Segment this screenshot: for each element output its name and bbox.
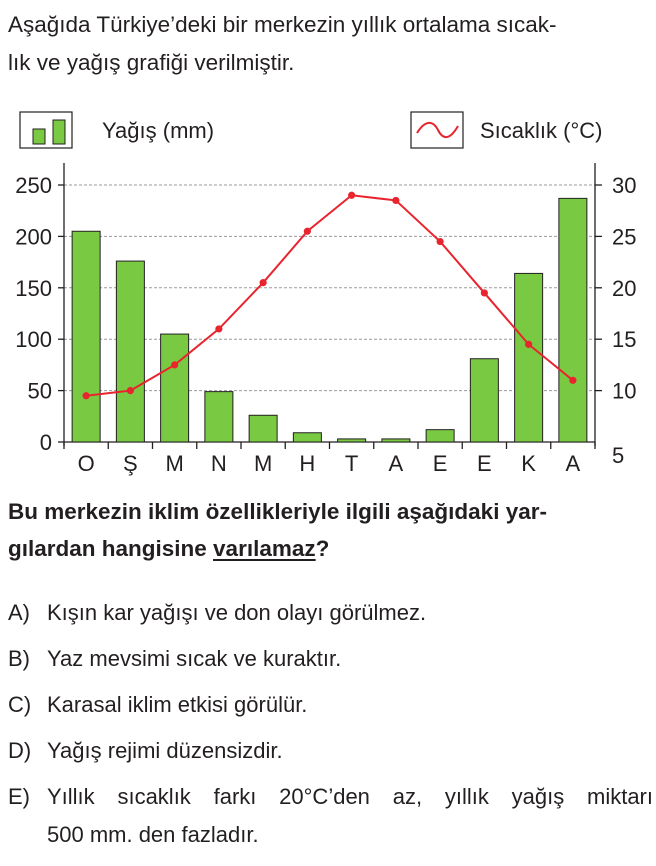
category-label-3: N	[210, 451, 227, 476]
temp-point-0	[83, 392, 90, 399]
legend	[20, 112, 602, 148]
answer-options	[8, 590, 653, 854]
precip-bar-2	[161, 334, 189, 442]
temp-point-4	[260, 279, 267, 286]
precip-bars	[72, 198, 587, 442]
temp-point-3	[215, 325, 222, 332]
option-d-text: Yağış rejimi düzensizdir.	[47, 738, 283, 763]
precip-bar-8	[426, 430, 454, 442]
option-b-letter: B)	[8, 646, 30, 671]
category-label-6: T	[344, 451, 359, 476]
question-line-2	[8, 530, 648, 567]
precip-bar-11	[559, 198, 587, 442]
left-tick-label-4: 200	[15, 224, 52, 250]
option-e-letter: E)	[8, 784, 30, 809]
precip-bar-10	[515, 273, 543, 442]
option-e-text	[47, 778, 653, 854]
axis-labels	[15, 173, 636, 476]
option-c-text: Karasal iklim etkisi görülür.	[47, 692, 308, 717]
category-label-4: M	[253, 451, 273, 476]
precip-bar-6	[338, 439, 366, 442]
right-tick-label-3: 20	[612, 275, 637, 301]
category-label-8: E	[432, 451, 448, 476]
question-underlined-word: varılamaz	[213, 536, 316, 561]
left-tick-label-0: 0	[39, 430, 52, 455]
option-a-letter: A)	[8, 600, 30, 625]
precip-bar-4	[249, 415, 277, 442]
precip-bar-3	[205, 392, 233, 442]
option-e[interactable]	[8, 774, 653, 854]
right-tick-label-1: 10	[612, 378, 637, 404]
left-tick-label-2: 100	[15, 327, 52, 353]
option-c[interactable]	[8, 682, 653, 728]
temp-point-2	[171, 361, 178, 368]
option-d-letter: D)	[8, 738, 32, 763]
option-c-letter: C)	[8, 692, 32, 717]
precip-bar-1	[116, 261, 144, 442]
precip-bar-0	[72, 231, 100, 442]
right-tick-label-2: 15	[612, 327, 637, 353]
temp-point-8	[437, 238, 444, 245]
temp-point-11	[569, 377, 576, 384]
bar-legend-icon-bar-1	[33, 129, 45, 144]
left-tick-label-1: 50	[27, 378, 52, 404]
right-tick-label-5: 30	[612, 173, 637, 198]
question-line-2-start: gılardan hangisine	[8, 536, 214, 561]
category-label-2: M	[165, 451, 184, 476]
option-a-text: Kışın kar yağışı ve don olayı görülmez.	[47, 600, 427, 625]
temp-point-1	[127, 387, 134, 394]
option-b[interactable]	[8, 636, 653, 682]
intro-line-1: Aşağıda Türkiye’deki bir merkezin yıllık ortalama sıcak-	[8, 12, 557, 37]
temp-point-10	[525, 341, 532, 348]
question-line-2-end: ?	[315, 536, 330, 561]
category-label-11: A	[565, 451, 581, 476]
temp-point-7	[392, 197, 399, 204]
temp-line	[83, 192, 577, 400]
temp-point-5	[304, 228, 311, 235]
bar-legend-icon-bar-2	[53, 120, 65, 144]
temp-legend-label: Sıcaklık (°C)	[480, 118, 603, 143]
question	[8, 493, 648, 567]
precip-bar-5	[293, 433, 321, 442]
category-label-1: Ş	[123, 451, 138, 476]
right-tick-label-4: 25	[612, 224, 637, 250]
category-label-0: O	[77, 451, 95, 476]
temp-line-path	[86, 195, 573, 395]
option-e-text-line-2: 500 mm. den fazladır.	[47, 822, 259, 847]
option-e-text-line-1: Yıllık sıcaklık farkı 20°C’den az, yıllık yağış miktarı	[47, 784, 653, 809]
precip-bar-7	[382, 439, 410, 442]
temp-point-6	[348, 192, 355, 199]
question-line-1: Bu merkezin iklim özellikleriyle ilgili aşağıdaki yar-	[8, 499, 547, 524]
option-a[interactable]	[8, 590, 653, 636]
precip-legend-label: Yağış (mm)	[102, 118, 215, 143]
category-label-10: K	[521, 451, 536, 476]
precip-bar-9	[470, 359, 498, 442]
intro-line-2: lık ve yağış grafiği verilmiştir.	[8, 50, 295, 75]
climate-chart	[0, 100, 656, 485]
right-tick-label-0: 5	[612, 443, 625, 468]
intro-text	[8, 6, 648, 82]
option-d[interactable]	[8, 728, 653, 774]
temp-point-9	[481, 289, 488, 296]
category-label-7: A	[388, 451, 404, 476]
category-label-9: E	[477, 451, 492, 476]
left-tick-label-3: 150	[15, 275, 52, 301]
option-b-text: Yaz mevsimi sıcak ve kuraktır.	[47, 646, 342, 671]
category-label-5: H	[299, 451, 316, 476]
left-tick-label-5: 250	[15, 173, 52, 198]
